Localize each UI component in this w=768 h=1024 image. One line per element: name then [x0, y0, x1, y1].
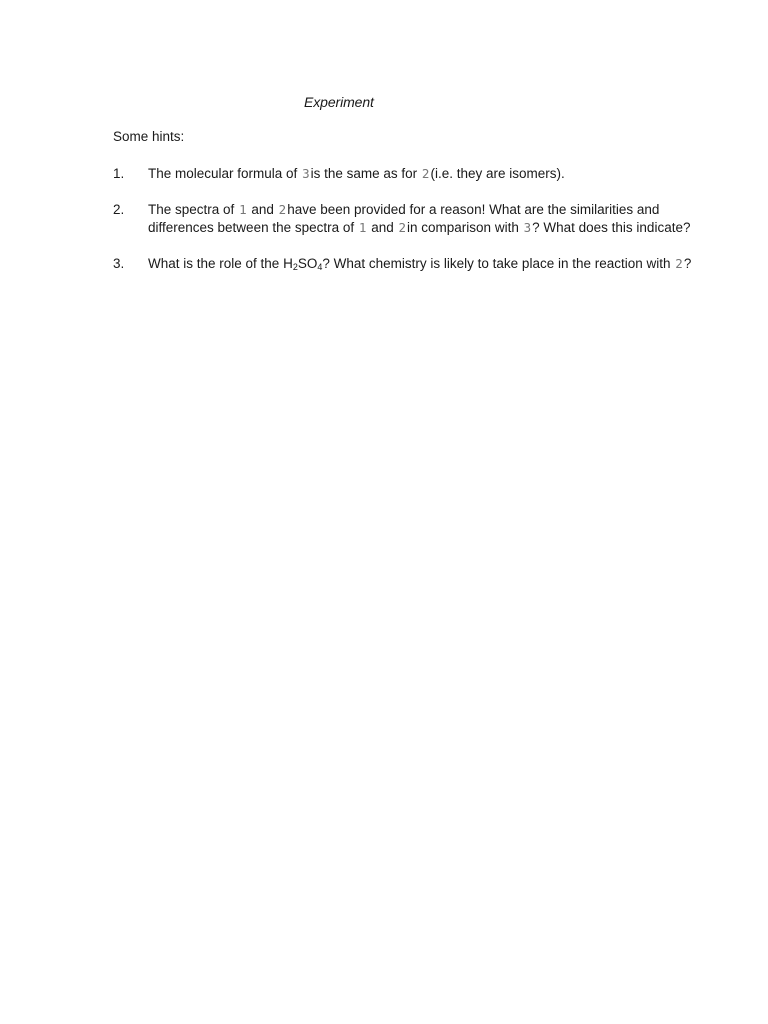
- hint-text-segment: What is the role of the H: [148, 256, 293, 271]
- compound-ref: 2: [398, 220, 407, 235]
- hint-number: 3.: [113, 256, 125, 271]
- document-title: Experiment: [304, 94, 374, 110]
- compound-ref: 1: [358, 220, 367, 235]
- hint-text-segment: have been provided for a reason! What are the similarities and: [287, 202, 660, 217]
- hint-number: 2.: [113, 202, 125, 217]
- hint-text-segment: in comparison with: [407, 220, 519, 235]
- hint-text-segment: ? What chemistry is likely to take place in the reaction with: [322, 256, 671, 271]
- compound-ref: 2: [675, 256, 683, 271]
- hint-text-segment: The molecular formula of: [148, 166, 298, 181]
- hint-text: [148, 165, 658, 183]
- compound-ref: 1: [239, 202, 247, 217]
- compound-ref: 2: [421, 166, 430, 181]
- compound-ref: 3: [523, 220, 532, 235]
- compound-ref: 3: [302, 166, 310, 181]
- hint-text-segment: and: [251, 202, 274, 217]
- compound-ref: 2: [278, 202, 287, 217]
- hint-number: 1.: [113, 166, 125, 181]
- hint-text-segment: ? What does this indicate?: [532, 220, 691, 235]
- hints-intro: Some hints:: [113, 129, 185, 144]
- hint-text: [148, 201, 691, 237]
- subscript: 2: [292, 262, 298, 272]
- hint-text-segment: is the same as for: [310, 166, 418, 181]
- subscript: 4: [317, 262, 323, 272]
- hint-text-segment: The spectra of: [148, 202, 235, 217]
- hint-text-segment: ?: [683, 256, 692, 271]
- hint-line: [148, 201, 658, 219]
- hint-line: [148, 219, 691, 237]
- hint-text-segment: SO: [297, 256, 318, 271]
- hint-text-segment: differences between the spectra of: [148, 220, 355, 235]
- hint-text: [148, 255, 692, 273]
- hint-text-segment: and: [371, 220, 394, 235]
- hint-text-segment: (i.e. they are isomers).: [430, 166, 565, 181]
